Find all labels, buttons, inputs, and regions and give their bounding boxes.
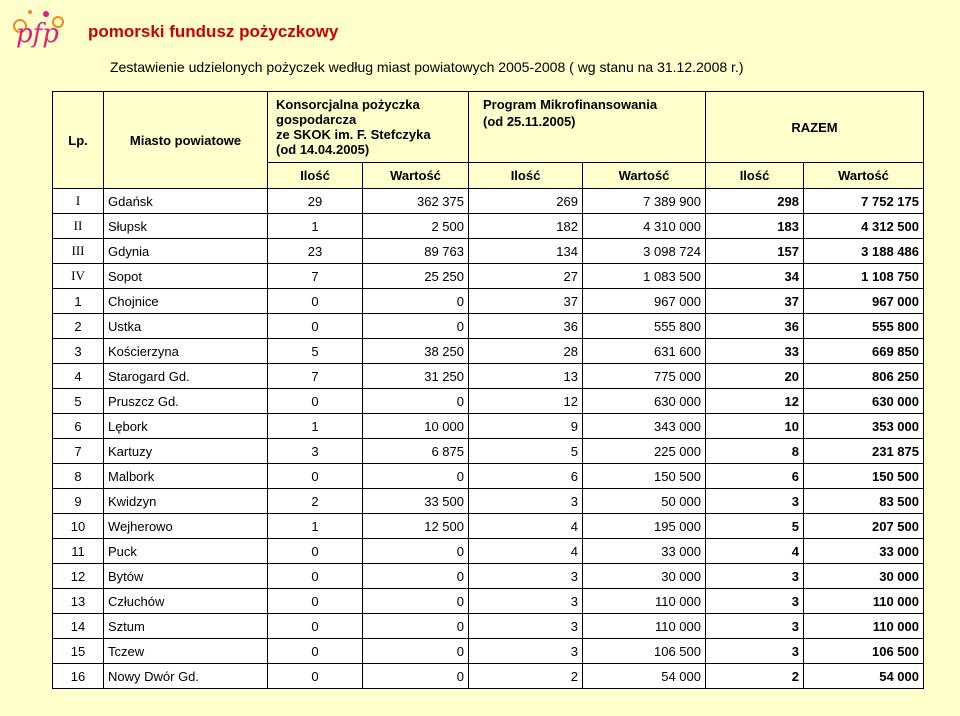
row-qty-total: 157	[706, 239, 804, 264]
row-val-skok: 31 250	[363, 364, 469, 389]
row-qty-skok: 1	[268, 214, 363, 239]
brand-name: pomorski fundusz pożyczkowy	[88, 22, 339, 41]
row-city: Ustka	[104, 314, 268, 339]
row-lp: 16	[53, 664, 104, 689]
row-qty-total: 10	[706, 414, 804, 439]
row-val-skok: 6 875	[363, 439, 469, 464]
row-city: Gdańsk	[104, 189, 268, 214]
row-val-skok: 2 500	[363, 214, 469, 239]
row-city: Bytów	[104, 564, 268, 589]
row-qty-total: 183	[706, 214, 804, 239]
row-val-micro: 343 000	[583, 414, 706, 439]
row-qty-skok: 0	[268, 564, 363, 589]
row-qty-micro: 3	[469, 614, 583, 639]
row-qty-total: 3	[706, 589, 804, 614]
row-qty-skok: 0	[268, 389, 363, 414]
row-val-skok: 0	[363, 564, 469, 589]
row-val-skok: 0	[363, 464, 469, 489]
row-qty-skok: 1	[268, 514, 363, 539]
row-val-total: 7 752 175	[804, 189, 924, 214]
table-row	[53, 589, 924, 614]
row-lp: 5	[53, 389, 104, 414]
row-qty-skok: 7	[268, 264, 363, 289]
row-val-skok: 33 500	[363, 489, 469, 514]
row-qty-total: 5	[706, 514, 804, 539]
row-val-micro: 4 310 000	[583, 214, 706, 239]
table-row	[53, 639, 924, 664]
table-row	[53, 389, 924, 414]
row-val-micro: 7 389 900	[583, 189, 706, 214]
row-val-micro: 110 000	[583, 614, 706, 639]
row-lp: 13	[53, 589, 104, 614]
row-lp: 14	[53, 614, 104, 639]
row-qty-micro: 4	[469, 514, 583, 539]
row-city: Sopot	[104, 264, 268, 289]
row-val-micro: 1 083 500	[583, 264, 706, 289]
row-val-skok: 12 500	[363, 514, 469, 539]
row-city: Starogard Gd.	[104, 364, 268, 389]
row-city: Malbork	[104, 464, 268, 489]
row-lp: IV	[53, 264, 104, 289]
row-val-skok: 0	[363, 289, 469, 314]
row-qty-micro: 5	[469, 439, 583, 464]
row-lp: 7	[53, 439, 104, 464]
row-qty-skok: 23	[268, 239, 363, 264]
row-val-total: 4 312 500	[804, 214, 924, 239]
row-val-total: 54 000	[804, 664, 924, 689]
row-lp: II	[53, 214, 104, 239]
row-val-micro: 631 600	[583, 339, 706, 364]
table-row	[53, 664, 924, 689]
row-qty-micro: 182	[469, 214, 583, 239]
row-qty-total: 3	[706, 564, 804, 589]
row-val-skok: 0	[363, 614, 469, 639]
row-qty-skok: 29	[268, 189, 363, 214]
row-qty-skok: 0	[268, 664, 363, 689]
row-city: Nowy Dwór Gd.	[104, 664, 268, 689]
row-val-skok: 0	[363, 639, 469, 664]
row-val-skok: 0	[363, 589, 469, 614]
table-row	[53, 264, 924, 289]
row-city: Wejherowo	[104, 514, 268, 539]
row-val-skok: 0	[363, 664, 469, 689]
row-val-total: 110 000	[804, 589, 924, 614]
row-city: Gdynia	[104, 239, 268, 264]
row-qty-micro: 27	[469, 264, 583, 289]
table-row	[53, 464, 924, 489]
row-qty-skok: 0	[268, 589, 363, 614]
row-qty-total: 298	[706, 189, 804, 214]
row-lp: 4	[53, 364, 104, 389]
row-qty-micro: 36	[469, 314, 583, 339]
row-val-skok: 0	[363, 539, 469, 564]
row-lp: I	[53, 189, 104, 214]
row-val-micro: 630 000	[583, 389, 706, 414]
row-val-micro: 106 500	[583, 639, 706, 664]
row-val-skok: 0	[363, 389, 469, 414]
row-qty-total: 3	[706, 639, 804, 664]
table-row	[53, 314, 924, 339]
table-row	[53, 214, 924, 239]
row-lp: 1	[53, 289, 104, 314]
row-val-total: 106 500	[804, 639, 924, 664]
row-val-micro: 775 000	[583, 364, 706, 389]
table-row	[53, 489, 924, 514]
row-lp: III	[53, 239, 104, 264]
row-val-skok: 89 763	[363, 239, 469, 264]
row-val-total: 33 000	[804, 539, 924, 564]
row-city: Człuchów	[104, 589, 268, 614]
row-lp: 9	[53, 489, 104, 514]
row-qty-micro: 134	[469, 239, 583, 264]
row-city: Puck	[104, 539, 268, 564]
row-city: Chojnice	[104, 289, 268, 314]
row-val-total: 669 850	[804, 339, 924, 364]
row-val-total: 231 875	[804, 439, 924, 464]
header-lp: Lp.	[53, 92, 104, 189]
row-qty-total: 36	[706, 314, 804, 339]
row-qty-total: 3	[706, 614, 804, 639]
row-qty-skok: 5	[268, 339, 363, 364]
header-row-1	[53, 92, 924, 163]
row-val-skok: 362 375	[363, 189, 469, 214]
table-row	[53, 539, 924, 564]
row-qty-total: 3	[706, 489, 804, 514]
row-qty-micro: 6	[469, 464, 583, 489]
row-qty-skok: 0	[268, 289, 363, 314]
row-qty-micro: 3	[469, 564, 583, 589]
row-lp: 8	[53, 464, 104, 489]
row-lp: 6	[53, 414, 104, 439]
row-val-total: 110 000	[804, 614, 924, 639]
row-val-micro: 150 500	[583, 464, 706, 489]
row-qty-total: 2	[706, 664, 804, 689]
row-qty-total: 8	[706, 439, 804, 464]
row-val-micro: 195 000	[583, 514, 706, 539]
header-val-total: Wartość	[804, 163, 924, 189]
row-val-skok: 10 000	[363, 414, 469, 439]
row-val-total: 207 500	[804, 514, 924, 539]
table-row	[53, 614, 924, 639]
row-val-total: 30 000	[804, 564, 924, 589]
loans-table	[52, 91, 924, 689]
table-row	[53, 339, 924, 364]
pfp-logo	[10, 6, 72, 50]
row-val-skok: 38 250	[363, 339, 469, 364]
row-val-micro: 555 800	[583, 314, 706, 339]
row-qty-micro: 269	[469, 189, 583, 214]
row-city: Pruszcz Gd.	[104, 389, 268, 414]
row-qty-skok: 0	[268, 639, 363, 664]
row-city: Słupsk	[104, 214, 268, 239]
row-city: Kartuzy	[104, 439, 268, 464]
row-city: Sztum	[104, 614, 268, 639]
row-lp: 10	[53, 514, 104, 539]
row-qty-micro: 3	[469, 639, 583, 664]
row-qty-micro: 4	[469, 539, 583, 564]
row-val-total: 967 000	[804, 289, 924, 314]
row-qty-skok: 2	[268, 489, 363, 514]
row-qty-micro: 13	[469, 364, 583, 389]
row-val-micro: 54 000	[583, 664, 706, 689]
row-city: Kościerzyna	[104, 339, 268, 364]
row-val-micro: 225 000	[583, 439, 706, 464]
row-qty-micro: 12	[469, 389, 583, 414]
row-lp: 12	[53, 564, 104, 589]
row-val-total: 555 800	[804, 314, 924, 339]
row-val-total: 1 108 750	[804, 264, 924, 289]
row-val-micro: 33 000	[583, 539, 706, 564]
row-qty-skok: 0	[268, 539, 363, 564]
row-val-total: 3 188 486	[804, 239, 924, 264]
row-val-micro: 3 098 724	[583, 239, 706, 264]
header-qty-skok: Ilość	[268, 163, 363, 189]
svg-text:pfp: pfp	[16, 19, 59, 49]
row-qty-skok: 0	[268, 464, 363, 489]
row-qty-skok: 0	[268, 314, 363, 339]
row-val-skok: 0	[363, 314, 469, 339]
row-lp: 15	[53, 639, 104, 664]
row-qty-total: 6	[706, 464, 804, 489]
table-row	[53, 439, 924, 464]
header-city: Miasto powiatowe	[104, 92, 268, 189]
page-subtitle: Zestawienie udzielonych pożyczek według miast powiatowych 2005-2008 ( wg stanu na 31.12.2008 r.)	[110, 59, 744, 75]
row-city: Lębork	[104, 414, 268, 439]
header-qty-total: Ilość	[706, 163, 804, 189]
row-qty-micro: 28	[469, 339, 583, 364]
row-qty-skok: 7	[268, 364, 363, 389]
row-lp: 2	[53, 314, 104, 339]
row-lp: 11	[53, 539, 104, 564]
row-val-total: 150 500	[804, 464, 924, 489]
header-val-skok: Wartość	[363, 163, 469, 189]
row-city: Kwidzyn	[104, 489, 268, 514]
row-val-micro: 30 000	[583, 564, 706, 589]
row-val-micro: 110 000	[583, 589, 706, 614]
table-row	[53, 189, 924, 214]
row-qty-total: 33	[706, 339, 804, 364]
row-qty-skok: 3	[268, 439, 363, 464]
table-row	[53, 289, 924, 314]
table-row	[53, 364, 924, 389]
header-total: RAZEM	[706, 92, 924, 163]
header-qty-micro: Ilość	[469, 163, 583, 189]
header-val-micro: Wartość	[583, 163, 706, 189]
table-row	[53, 564, 924, 589]
row-qty-total: 12	[706, 389, 804, 414]
row-val-total: 353 000	[804, 414, 924, 439]
row-val-total: 630 000	[804, 389, 924, 414]
row-val-skok: 25 250	[363, 264, 469, 289]
table-row	[53, 239, 924, 264]
row-val-total: 83 500	[804, 489, 924, 514]
row-val-micro: 50 000	[583, 489, 706, 514]
row-qty-total: 20	[706, 364, 804, 389]
table-row	[53, 514, 924, 539]
row-qty-micro: 2	[469, 664, 583, 689]
header-skok: Konsorcjalna pożyczka gospodarcza ze SKOK im. F. Stefczyka (od 14.04.2005)	[268, 92, 469, 163]
row-qty-micro: 37	[469, 289, 583, 314]
row-lp: 3	[53, 339, 104, 364]
row-qty-skok: 0	[268, 614, 363, 639]
header-micro: Program Mikrofinansowania (od 25.11.2005)	[469, 92, 706, 163]
row-qty-total: 4	[706, 539, 804, 564]
row-val-micro: 967 000	[583, 289, 706, 314]
row-qty-total: 37	[706, 289, 804, 314]
row-val-total: 806 250	[804, 364, 924, 389]
row-qty-skok: 1	[268, 414, 363, 439]
row-city: Tczew	[104, 639, 268, 664]
row-qty-micro: 9	[469, 414, 583, 439]
row-qty-total: 34	[706, 264, 804, 289]
row-qty-micro: 3	[469, 589, 583, 614]
row-qty-micro: 3	[469, 489, 583, 514]
table-row	[53, 414, 924, 439]
